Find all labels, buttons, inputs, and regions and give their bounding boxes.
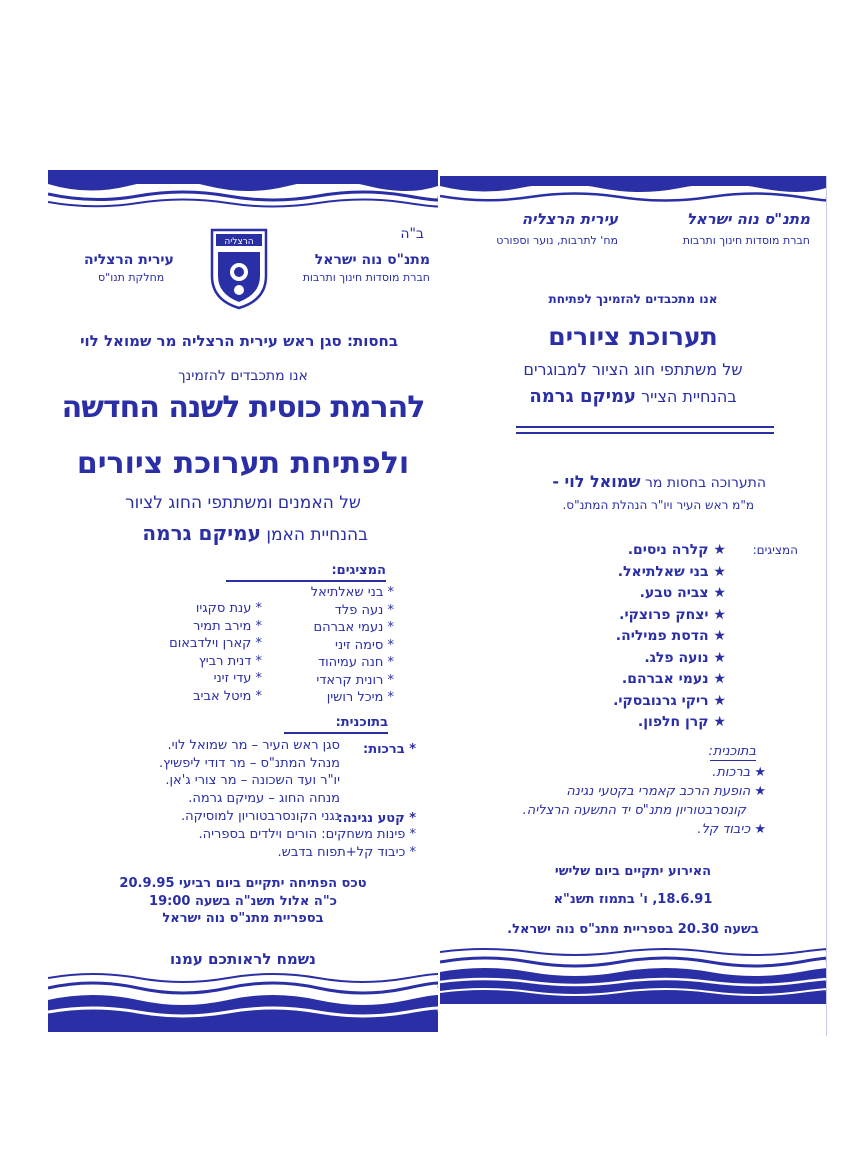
exhibitors-column-1 — [311, 584, 394, 707]
list-item: ★ קלרה ניסים. — [627, 542, 726, 558]
list-item: * רונית קראדי — [316, 672, 394, 688]
org-subtitle: חברת מוסדות חינוך ותרבות — [682, 234, 810, 247]
bottom-wave-band — [440, 946, 826, 1004]
subtitle-guide — [440, 386, 826, 407]
guide-prefix: בהנחיית האמן — [266, 525, 368, 545]
list-item: * מיכל רושין — [326, 690, 394, 705]
org-name: מתנ"ס נוה ישראל — [686, 210, 810, 228]
list-item: * בני שאלתיאל — [310, 585, 394, 600]
divider-1 — [516, 426, 774, 428]
event-line-2: 18.6.91, ו' בתמוז תשנ"א — [553, 892, 713, 907]
refreshment-item: * כיבוד קל+תפוח בדבש. — [277, 845, 416, 860]
list-item: סגן ראש העיר – מר שמואל לוי. — [167, 738, 340, 753]
list-item: יו"ר ועד השכונה – מר צורי ג'אן. — [165, 773, 340, 788]
list-item: * מיטל אביב — [193, 688, 262, 704]
top-wave-band — [48, 170, 438, 210]
exhibitors-column-2 — [169, 600, 262, 705]
bottom-wave-band — [48, 970, 438, 1032]
greetings-label: * ברכות: — [363, 742, 416, 757]
city-name: עירית הרצליה — [521, 210, 618, 228]
main-title-1: להרמת כוסית לשנה החדשה — [61, 390, 425, 425]
main-title: תערוכת ציורים — [548, 322, 718, 351]
guide-name: עמיקם גרמה — [529, 386, 637, 407]
list-item: * סימה זיני — [335, 637, 394, 653]
list-item: * קארן וילדבאום — [169, 636, 262, 651]
org-subtitle: חברת מוסדות חינוך ותרבות — [302, 271, 430, 284]
program-item-2-cont: קונסרבטוריון מתנ"ס יד התשעה הרצליה. — [522, 803, 746, 818]
subtitle-guide — [142, 521, 368, 545]
program-heading: בתוכנית: — [708, 744, 756, 759]
ceremony-line-1: טכס הפתיחה יתקיים ביום רביעי 20.9.95 — [119, 876, 367, 891]
divider-2 — [516, 432, 774, 434]
exhibitors-underline — [226, 580, 386, 582]
exhibitors-heading: המציגים: — [331, 563, 386, 578]
org-name: מתנ"ס נוה ישראל — [314, 252, 430, 268]
list-item: ★ יצחק פרוצקי. — [619, 606, 726, 623]
list-item: ★ בני שאלתיאל. — [617, 563, 726, 580]
city-department: מחלקת תנו"ס — [98, 271, 165, 284]
ceremony-line-2: כ"ה אלול תשנ"ה בשעה 19:00 — [149, 894, 337, 909]
city-emblem — [208, 226, 270, 314]
top-wave-band — [440, 176, 826, 206]
program-underline — [284, 732, 388, 734]
city-department: מח' לתרבות, נוער וספורט — [496, 234, 618, 247]
guide-name: עמיקם גרמה — [142, 521, 261, 545]
program-item-3: ★ כיבוד קל. — [697, 822, 766, 837]
patronage-role: מ"מ ראש העיר ויו"ר הנהלת המתנ"ס. — [562, 498, 754, 512]
list-item: * דנית רביץ — [198, 653, 262, 669]
music-detail: נגני הקונסרבטוריון למוסיקה. — [181, 809, 340, 824]
list-item: מנחה החוג – עמיקם גרמה. — [188, 790, 340, 806]
right-invitation-card — [440, 176, 827, 1036]
invite-line: אנו מתכבדים להזמינך לפתיחת — [548, 292, 718, 306]
subtitle-participants: של משתתפי חוג הציור למבוגרים — [523, 360, 743, 379]
program-item-2: ★ הופעת הרכב קאמרי בקטעי נגינה — [566, 784, 766, 799]
svg-text:הרצליה: הרצליה — [224, 237, 254, 247]
subtitle-artists: של האמנים ומשתתפי החוג לציור — [125, 493, 361, 513]
event-line-3: בשעה 20.30 בספריית מתנ"ס נוה ישראל. — [507, 922, 759, 937]
guide-prefix: בהנחיית הצייר — [641, 387, 737, 406]
exhibitors-label: המציגים: — [752, 543, 798, 557]
main-title-2: ולפתיחת תערוכת ציורים — [76, 446, 410, 481]
list-item: ★ נעמי אברהם. — [621, 671, 726, 687]
greetings-list — [159, 737, 340, 807]
left-invitation-card — [48, 170, 438, 1032]
list-item: ★ צביה טבע. — [639, 585, 726, 601]
list-item: * מירב תמיר — [193, 618, 262, 634]
list-item: * חנה עמיהוד — [318, 655, 394, 670]
list-item: ★ נועה פלג. — [644, 649, 726, 666]
exhibitors-list — [613, 540, 726, 734]
bh-mark: ב"ה — [400, 226, 424, 242]
list-item: מנהל המתנ"ס – מר דודי ליפשיץ. — [158, 755, 340, 771]
games-item: * פינות משחקים: הורים וילדים בספריה. — [198, 827, 416, 842]
patronage-line: התערוכה בחסות מר שמואל לוי - — [552, 472, 766, 491]
list-item: * נעה פלד — [334, 602, 394, 618]
list-item: * ענת סקגיו — [195, 601, 262, 616]
list-item: ★ ריקי גרנובסקי. — [613, 692, 726, 709]
program-underline — [710, 760, 756, 761]
list-item: * עדי זיני — [213, 671, 262, 686]
list-item: ★ קרן חלפון. — [637, 714, 726, 730]
closing-line: נשמח לראותכם עמנו — [170, 950, 316, 968]
invite-line: אנו מתכבדים להזמינך — [178, 368, 308, 384]
program-heading: בתוכנית: — [335, 715, 388, 730]
patronage-line: בחסות: סגן ראש עירית הרצליה מר שמואל לוי — [80, 332, 398, 350]
list-item: ★ הדסת פמיליה. — [615, 628, 726, 644]
event-line-1: האירוע יתקיים ביום שלישי — [554, 864, 712, 879]
ceremony-line-3: בספריית מתנ"ס נוה ישראל — [162, 911, 324, 926]
list-item: * נעמי אברהם — [313, 620, 394, 635]
program-item-1: ★ ברכות. — [712, 765, 766, 780]
music-label: * קטע נגינה: — [337, 811, 416, 826]
city-name: עירית הרצליה — [84, 252, 174, 268]
